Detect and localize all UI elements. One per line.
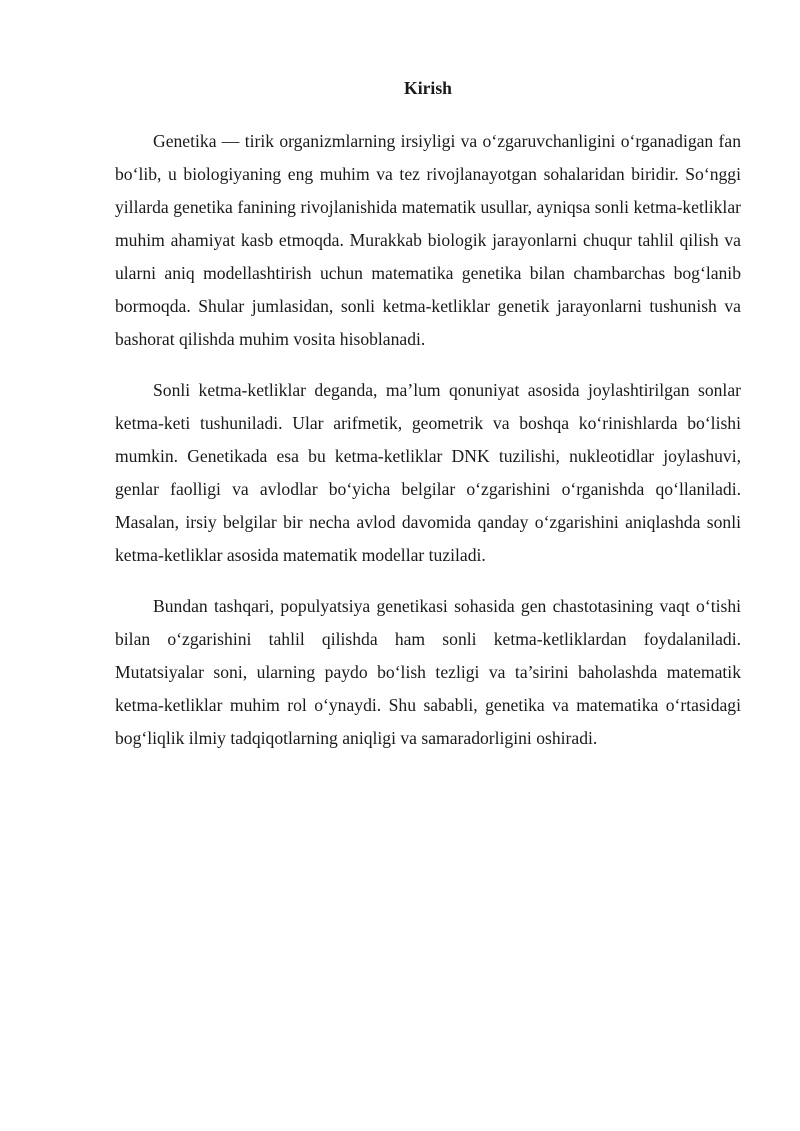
page-title: Kirish: [404, 78, 452, 98]
paragraph-2: Sonli ketma-ketliklar deganda, ma’lum qonuniyat asosida joylashtirilgan sonlar ketma-keti tushuniladi. Ular arifmetik, geometrik va boshqa ko‘rinishlarda bo‘lishi mumkin. Genetikada esa bu ketma-ketliklar DNK tuzilishi, nukleotidlar joylashuvi, genlar faolligi va avlodlar bo‘yicha belgilar o‘zgarishini o‘rganishda qo‘llaniladi. Masalan, irsiy belgilar bir necha avlod davomida qanday o‘zgarishini aniqlashda sonli ketma-ketliklar asosida matematik modellar tuziladi.: [115, 380, 741, 565]
paragraph-3: Bundan tashqari, populyatsiya genetikasi sohasida gen chastotasining vaqt o‘tishi bilan o‘zgarishini tahlil qilishda ham sonli ketma-ketliklardan foydalaniladi. Mutatsiyalar soni, ularning paydo bo‘lish tezligi va ta’sirini baholashda matematik ketma-ketliklar muhim rol o‘ynaydi. Shu sababli, genetika va matematika o‘rtasidagi bog‘liqlik ilmiy tadqiqotlarning aniqligi va samaradorligini oshiradi.: [115, 596, 741, 748]
paragraph-1: Genetika — tirik organizmlarning irsiyligi va o‘zgaruvchanligini o‘rganadigan fan bo‘lib, u biologiyaning eng muhim va tez rivojlanayotgan sohalaridan biridir. So‘nggi yillarda genetika fanining rivojlanishida matematik usullar, ayniqsa sonli ketma-ketliklar muhim ahamiyat kasb etmoqda. Murakkab biologik jarayonlarni chuqur tahlil qilish va ularni aniq modellashtirish uchun matematika genetika bilan chambarchas bog‘lanib bormoqda. Shular jumlasidan, sonli ketma-ketliklar genetik jarayonlarni tushunish va bashorat qilishda muhim vosita hisoblanadi.: [115, 131, 741, 349]
document-body: [115, 73, 741, 773]
